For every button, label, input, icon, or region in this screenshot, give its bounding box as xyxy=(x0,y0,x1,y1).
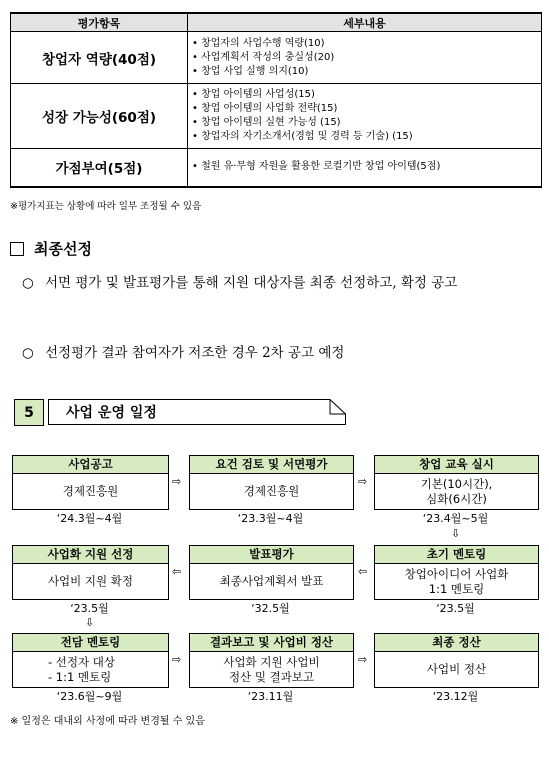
step-line: 사업비 정산 xyxy=(426,662,487,676)
category-cell: 성장 가능성(60점) xyxy=(11,84,188,149)
step-body xyxy=(13,564,168,599)
step-title: 전담 멘토링 xyxy=(13,634,168,652)
table-header-row xyxy=(11,13,542,32)
detail-item: • 창업 사업 실행 의지(10) xyxy=(192,65,537,79)
arrow-left-icon: ⇦ xyxy=(358,565,368,578)
schedule-note: ※ 일정은 대내외 사정에 따라 변경될 수 있음 xyxy=(10,716,205,727)
column-header-details: 세부내용 xyxy=(188,13,542,32)
step-line: 기본(10시간), xyxy=(420,476,493,491)
section-heading-final-selection xyxy=(10,238,92,259)
detail-item: • 사업계획서 작성의 충실성(20) xyxy=(192,51,537,65)
step-title: 창업 교육 실시 xyxy=(375,456,538,474)
step-body xyxy=(13,652,168,687)
arrow-down-icon: ⇩ xyxy=(85,616,95,629)
evaluation-table xyxy=(10,12,542,188)
evaluation-note: ※평가지표는 상황에 따라 일부 조정될 수 있음 xyxy=(10,201,202,212)
category-cell: 가점부여(5점) xyxy=(11,149,188,187)
details-cell xyxy=(188,149,542,187)
circle-bullet-icon: ○ xyxy=(22,345,34,361)
schedule-step-document-review xyxy=(189,455,354,510)
details-cell xyxy=(188,84,542,149)
schedule-step-dedicated-mentoring xyxy=(12,633,169,688)
step-line: 사업화 지원 사업비 xyxy=(223,654,320,669)
step-title: 발표평가 xyxy=(190,546,353,564)
schedule-heading xyxy=(14,399,348,426)
step-date: ‘23.12월 xyxy=(432,690,479,703)
arrow-down-icon: ⇩ xyxy=(451,527,461,540)
step-date: ‘23.5월 xyxy=(70,602,109,615)
step-body xyxy=(375,564,538,599)
section-title-text: 사업 운영 일정 xyxy=(66,405,157,421)
step-date: ‘23.11월 xyxy=(247,690,294,703)
schedule-step-result-report xyxy=(189,633,354,688)
square-bullet-icon xyxy=(10,242,24,256)
arrow-right-icon: ⇨ xyxy=(172,653,182,666)
step-body xyxy=(375,474,538,509)
step-line: - 선정자 대상 xyxy=(48,654,116,669)
step-title: 결과보고 및 사업비 정산 xyxy=(190,634,353,652)
arrow-left-icon: ⇦ xyxy=(172,565,182,578)
bullet-text: 선정평가 결과 참여자가 저조한 경우 2차 공고 예정 xyxy=(45,345,345,361)
section-number: 5 xyxy=(14,399,44,426)
step-title: 사업공고 xyxy=(13,456,168,474)
step-date: ‘23.4월~5월 xyxy=(422,512,489,525)
detail-item: • 창업 아이템의 실현 가능성 (15) xyxy=(192,116,537,130)
step-line: 최종사업계획서 발표 xyxy=(219,574,324,588)
step-body xyxy=(375,652,538,687)
bullet-paragraph xyxy=(22,270,540,296)
step-date: ‘23.6월~9월 xyxy=(56,690,123,703)
step-date: ‘23.3월~4월 xyxy=(237,512,304,525)
detail-item: • 창업 아이템의 사업성(15) xyxy=(192,88,537,102)
step-line: 사업비 지원 확정 xyxy=(47,574,134,588)
step-title: 초기 멘토링 xyxy=(375,546,538,564)
step-line: 창업아이디어 사업화 xyxy=(404,566,509,581)
section-title-tab xyxy=(48,399,346,424)
bullet-text: 서면 평가 및 발표평가를 통해 지원 대상자를 최종 선정하고, 확정 공고 xyxy=(45,275,458,291)
schedule-step-education xyxy=(374,455,539,510)
step-line: 경제진흥원 xyxy=(243,484,300,498)
detail-item: • 창업자의 사업수행 역량(10) xyxy=(192,37,537,51)
schedule-step-initial-mentoring xyxy=(374,545,539,600)
arrow-right-icon: ⇨ xyxy=(358,653,368,666)
step-line: 정산 및 결과보고 xyxy=(228,669,315,684)
step-date: ‘32.5월 xyxy=(251,602,290,615)
step-title: 요건 검토 및 서면평가 xyxy=(190,456,353,474)
step-body xyxy=(190,564,353,599)
circle-bullet-icon: ○ xyxy=(22,275,34,291)
detail-item: • 철원 유·무형 자원을 활용한 로컬기반 창업 아이템(5점) xyxy=(192,160,537,174)
arrow-right-icon: ⇨ xyxy=(358,475,368,488)
table-row xyxy=(11,149,542,187)
category-cell: 창업자 역량(40점) xyxy=(11,32,188,84)
arrow-right-icon: ⇨ xyxy=(172,475,182,488)
step-title: 최종 정산 xyxy=(375,634,538,652)
schedule-step-commercialization-selection xyxy=(12,545,169,600)
step-date: ‘24.3월~4월 xyxy=(56,512,123,525)
details-cell xyxy=(188,32,542,84)
step-line: 경제진흥원 xyxy=(62,484,119,498)
step-body xyxy=(190,652,353,687)
step-line: - 1:1 멘토링 xyxy=(48,669,112,684)
detail-item: • 창업자의 자기소개서(경험 및 경력 등 기술) (15) xyxy=(192,130,537,144)
bullet-paragraph xyxy=(22,340,540,366)
table-row xyxy=(11,32,542,84)
step-date: ‘23.5월 xyxy=(436,602,475,615)
step-line: 심화(6시간) xyxy=(426,491,487,506)
schedule-step-presentation xyxy=(189,545,354,600)
schedule-step-final-settlement xyxy=(374,633,539,688)
column-header-category: 평가항목 xyxy=(11,13,188,32)
step-line: 1:1 멘토링 xyxy=(428,581,485,596)
step-title: 사업화 지원 선정 xyxy=(13,546,168,564)
detail-item: • 창업 아이템의 사업화 전략(15) xyxy=(192,102,537,116)
table-row xyxy=(11,84,542,149)
step-body xyxy=(13,474,168,509)
section-heading-text: 최종선정 xyxy=(34,240,92,258)
step-body xyxy=(190,474,353,509)
schedule-step-announcement xyxy=(12,455,169,510)
